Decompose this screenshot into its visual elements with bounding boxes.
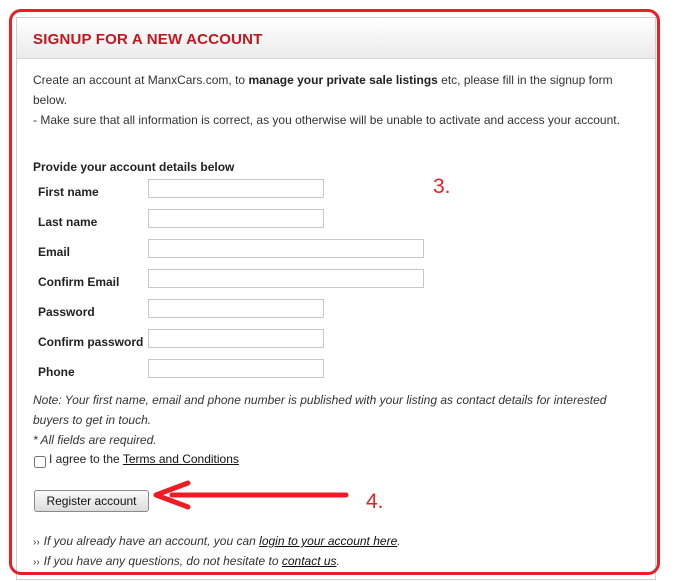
footer-contact-post: . [336, 554, 340, 568]
intro-text [33, 70, 643, 130]
phone-input[interactable] [148, 359, 324, 378]
agree-text [49, 452, 239, 466]
confirm-email-input[interactable] [148, 269, 424, 288]
agree-label: I agree to the [49, 452, 123, 466]
intro-line1-post: etc, please fill in the signup form below. [33, 73, 613, 107]
contact-link[interactable]: contact us [281, 554, 337, 568]
confirm-email-label: Confirm Email [38, 275, 120, 289]
email-label: Email [38, 245, 71, 259]
first-name-label: First name [38, 185, 99, 199]
step-4-annotation: 4. [366, 490, 384, 513]
arrow-icon [150, 480, 350, 510]
footer-contact-line [33, 554, 340, 568]
footer-contact-pre: If you have any questions, do not hesitate to [43, 554, 282, 568]
footer-login-pre: If you already have an account, you can [43, 534, 260, 548]
last-name-label: Last name [38, 215, 98, 229]
bullet-icon: ›› [33, 537, 40, 548]
publish-note: Note: Your first name, email and phone number is published with your listing as contact details for interested buyers to get in touch. [33, 393, 607, 427]
last-name-input[interactable] [148, 209, 324, 228]
step-3-annotation: 3. [433, 175, 451, 198]
confirm-password-label: Confirm password [38, 335, 144, 349]
bullet-icon: ›› [33, 557, 40, 568]
footer-login-post: . [397, 534, 401, 548]
footer-login-line [33, 534, 401, 548]
terms-checkbox[interactable] [34, 456, 46, 468]
required-note: * All fields are required. [33, 433, 157, 447]
terms-link[interactable]: Terms and Conditions [122, 452, 239, 466]
password-input[interactable] [148, 299, 324, 318]
password-label: Password [38, 305, 95, 319]
login-link[interactable]: login to your account here [259, 534, 398, 548]
confirm-password-input[interactable] [148, 329, 324, 348]
intro-line1-bold: manage your private sale listings [248, 73, 438, 87]
register-account-button[interactable]: Register account [34, 490, 149, 512]
intro-line2: - Make sure that all information is correct, as you otherwise will be unable to activate and access your account. [33, 113, 620, 127]
first-name-input[interactable] [148, 179, 324, 198]
section-title: Provide your account details below [33, 160, 235, 174]
page-title: SIGNUP FOR A NEW ACCOUNT [33, 31, 263, 48]
intro-line1-pre: Create an account at ManxCars.com, to [33, 73, 249, 87]
email-input[interactable] [148, 239, 424, 258]
panel-header [17, 18, 655, 59]
phone-label: Phone [38, 365, 75, 379]
